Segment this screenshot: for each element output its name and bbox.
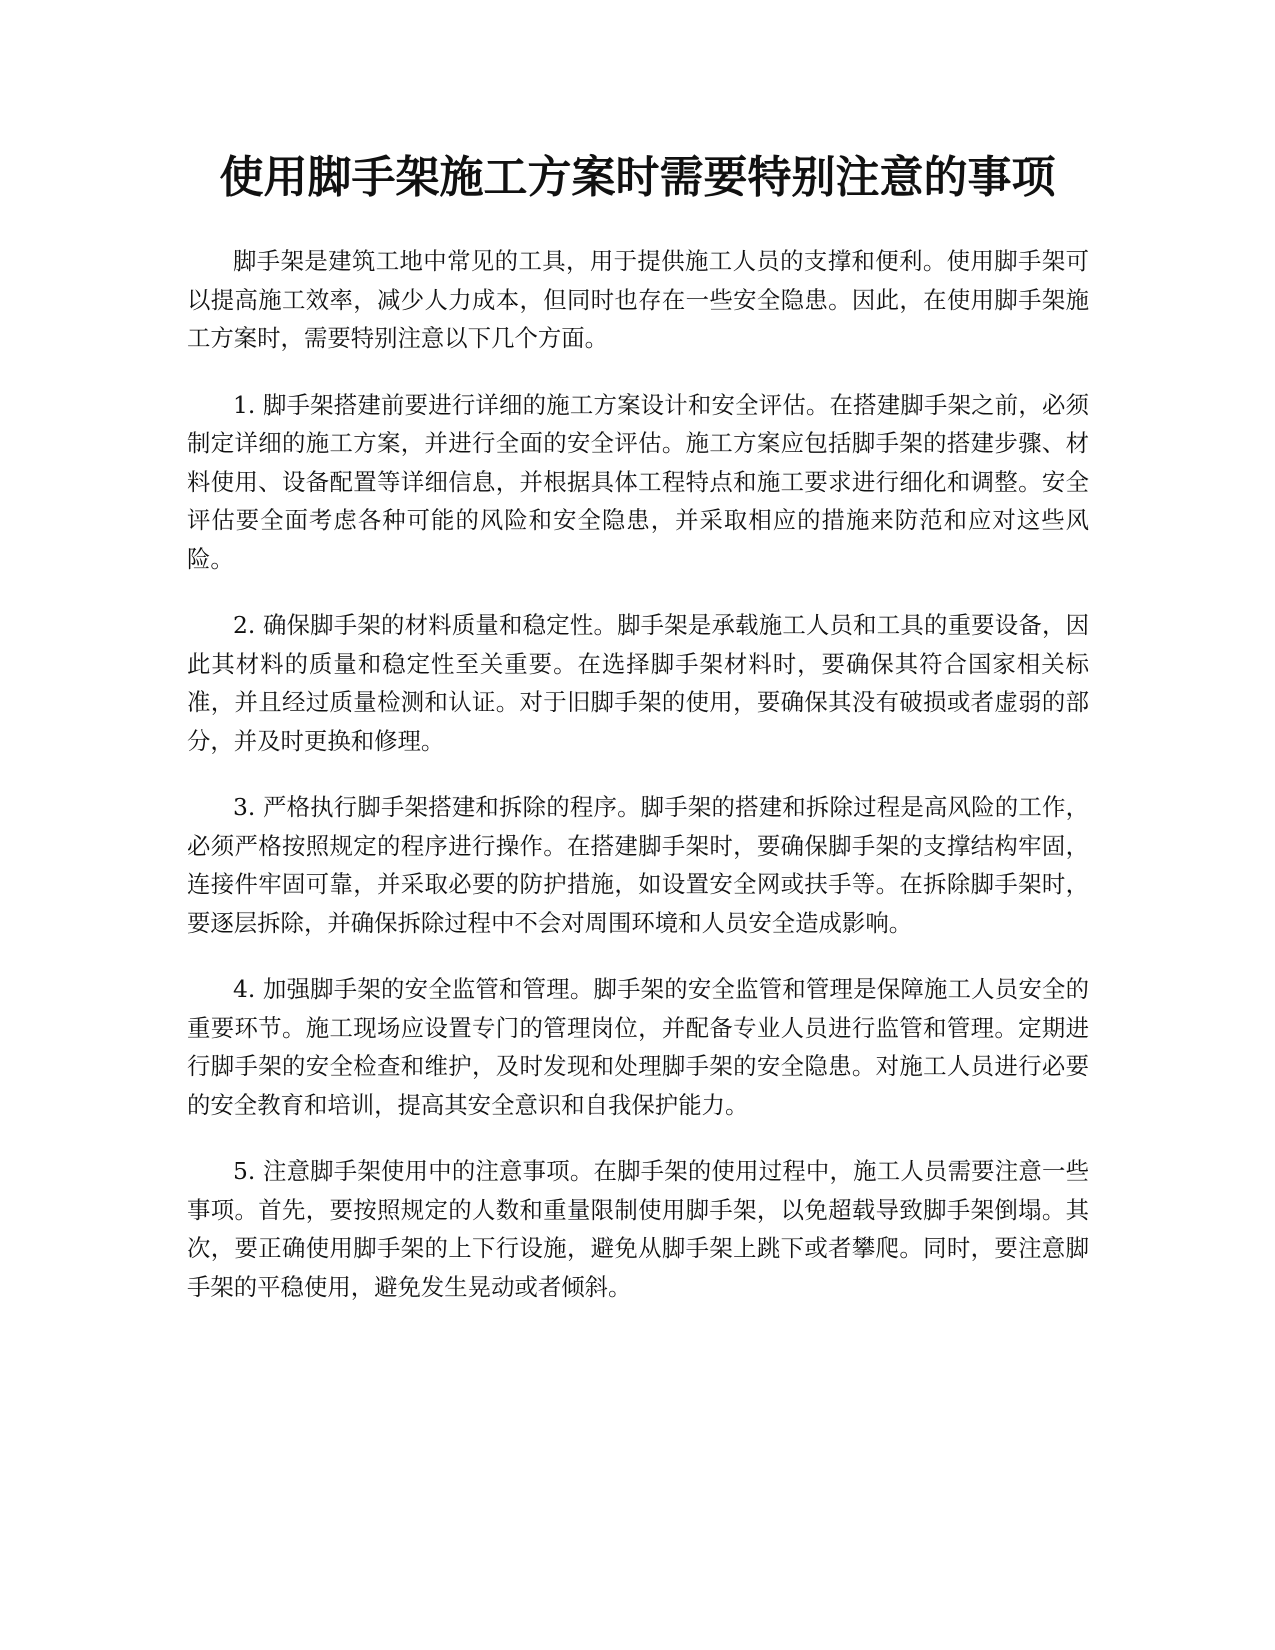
point-1-paragraph: 1. 脚手架搭建前要进行详细的施工方案设计和安全评估。在搭建脚手架之前，必须制定详细的施工方案，并进行全面的安全评估。施工方案应包括脚手架的搭建步骤、材料使用、设备配置等详细信息，并根据具体工程特点和施工要求进行细化和调整。安全评估要全面考虑各种可能的风险和安全隐患，并采取相应的措施来防范和应对这些风险。 bbox=[187, 390, 1089, 573]
point-5-paragraph: 5. 注意脚手架使用中的注意事项。在脚手架的使用过程中，施工人员需要注意一些事项。首先，要按照规定的人数和重量限制使用脚手架，以免超载导致脚手架倒塌。其次，要正确使用脚手架的上下行设施，避免从脚手架上跳下或者攀爬。同时，要注意脚手架的平稳使用，避免发生晃动或者倾斜。 bbox=[187, 1157, 1089, 1301]
document-title: 使用脚手架施工方案时需要特别注意的事项 bbox=[219, 152, 1056, 203]
document-body bbox=[187, 242, 1089, 1334]
point-4-paragraph: 4. 加强脚手架的安全监管和管理。脚手架的安全监管和管理是保障施工人员安全的重要环节。施工现场应设置专门的管理岗位，并配备专业人员进行监管和管理。定期进行脚手架的安全检查和维护，及时发现和处理脚手架的安全隐患。对施工人员进行必要的安全教育和培训，提高其安全意识和自我保护能力。 bbox=[187, 975, 1089, 1119]
intro-paragraph: 脚手架是建筑工地中常见的工具，用于提供施工人员的支撑和便利。使用脚手架可以提高施工效率，减少人力成本，但同时也存在一些安全隐患。因此，在使用脚手架施工方案时，需要特别注意以下几个方面。 bbox=[187, 247, 1089, 352]
point-3-paragraph: 3. 严格执行脚手架搭建和拆除的程序。脚手架的搭建和拆除过程是高风险的工作，必须严格按照规定的程序进行操作。在搭建脚手架时，要确保脚手架的支撑结构牢固，连接件牢固可靠，并采取必要的防护措施，如设置安全网或扶手等。在拆除脚手架时，要逐层拆除，并确保拆除过程中不会对周围环境和人员安全造成影响。 bbox=[187, 793, 1089, 937]
point-2-paragraph: 2. 确保脚手架的材料质量和稳定性。脚手架是承载施工人员和工具的重要设备，因此其材料的质量和稳定性至关重要。在选择脚手架材料时，要确保其符合国家相关标准，并且经过质量检测和认证。对于旧脚手架的使用，要确保其没有破损或者虚弱的部分，并及时更换和修理。 bbox=[187, 611, 1089, 755]
